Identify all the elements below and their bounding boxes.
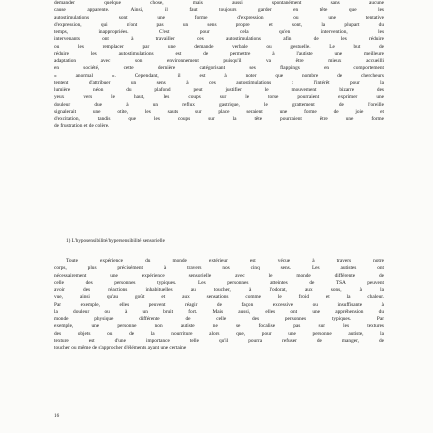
text-line: tentent d'attribuer un sens à ces autostimulations : l'intérêt pour la [54,79,384,86]
text-line: autostimulations sont une forme d'expression ou une tentative [54,14,384,21]
text-line: Toute expérience du monde extérieur est vécue à travers notre [66,258,384,264]
text-line: douleur due à un reflux gastrique, le grattement de l'oreille [54,101,384,108]
text-line: yeux vers le haut, les coups sur le torse pourraient exprimer une [54,94,384,101]
text-line: des objets ou de la nourriture alors que, pour une personne autiste, la [54,330,384,337]
text-line: demander quelque chose, mais aussi spontanément sans aucune [54,0,384,6]
text-line: d'excitation, tandis que les coups sur la tête pourraient être une forme [54,116,384,122]
text-line: adaptation avec son environnement puisqu'il va être mieux accueilli [54,58,384,64]
page-number: 16 [54,413,60,419]
section-heading: 1) L'hyposensibilité/hypersensibilité sensorielle [66,238,165,244]
text-line: Par exemple, elles peuvent réagir de façon excessive ou insuffisante à [54,301,384,308]
text-line: cause apparente. Ainsi, il faut toujours garder en tête que les [54,7,384,14]
text-line: lumière néon du plafond peut justifier le mouvement bizarre des [54,87,384,93]
text-line: intervenants ont à travailler ces autostimulations afin de les réduire [54,36,384,43]
text-line: texture est d'une importance telle qu'il pourra refuser de manger, de [54,337,384,344]
paragraph-autostimulations [54,0,384,131]
text-line: en société, cette dernière catégorisant ses flappings en comportement [54,65,384,72]
text-line: signalerait une otite, les sauts sur place seraient une forme de joie et [54,108,384,115]
text-line: exemple, une personne non autiste ne se focalise pas sur les textures [54,323,384,330]
text-line: corps, plus précisément à travers nos cinq sens. Les autistes ont [54,265,384,272]
paragraph-sensory [54,258,384,352]
text-line: réduire les autostimulations est de permettre à l'autiste une meilleure [54,50,384,57]
text-line: monde physique différente de celle des personnes typiques. Par [54,316,384,322]
text-line: celle des personnes typiques. Les personnes atteintes de TSA peuvent [54,279,384,286]
text-line: de frustration et de colère. [54,123,110,130]
text-line: vue, ainsi qu'au goût et aux sensations comme le froid et la chaleur. [54,294,384,301]
text-line: « anormal ». Cependant, il est à noter que nombre de chercheurs [54,72,384,79]
text-line: temps, inappropriées. C'est pour cela qu'en intervention, les [54,29,384,35]
text-line: toucher ou même de s'approcher d'éléments ayant une certaine [54,345,187,351]
text-line: nécessairement une expérience sensorielle avec le monde différente de [54,272,384,279]
text-line: d'expression, qui n'ont pas un sens propre et sont, la plupart du [54,21,384,28]
text-line: ou les remplacer par une demande verbale ou gestuelle. Le but de [54,43,384,50]
text-line: la douleur ou à un bruit fort. Mais aussi, elles ont une appréhension du [54,308,384,315]
text-line: avoir des réactions inhabituelles au toucher, à l'odorat, aux sons, à la [54,287,384,293]
